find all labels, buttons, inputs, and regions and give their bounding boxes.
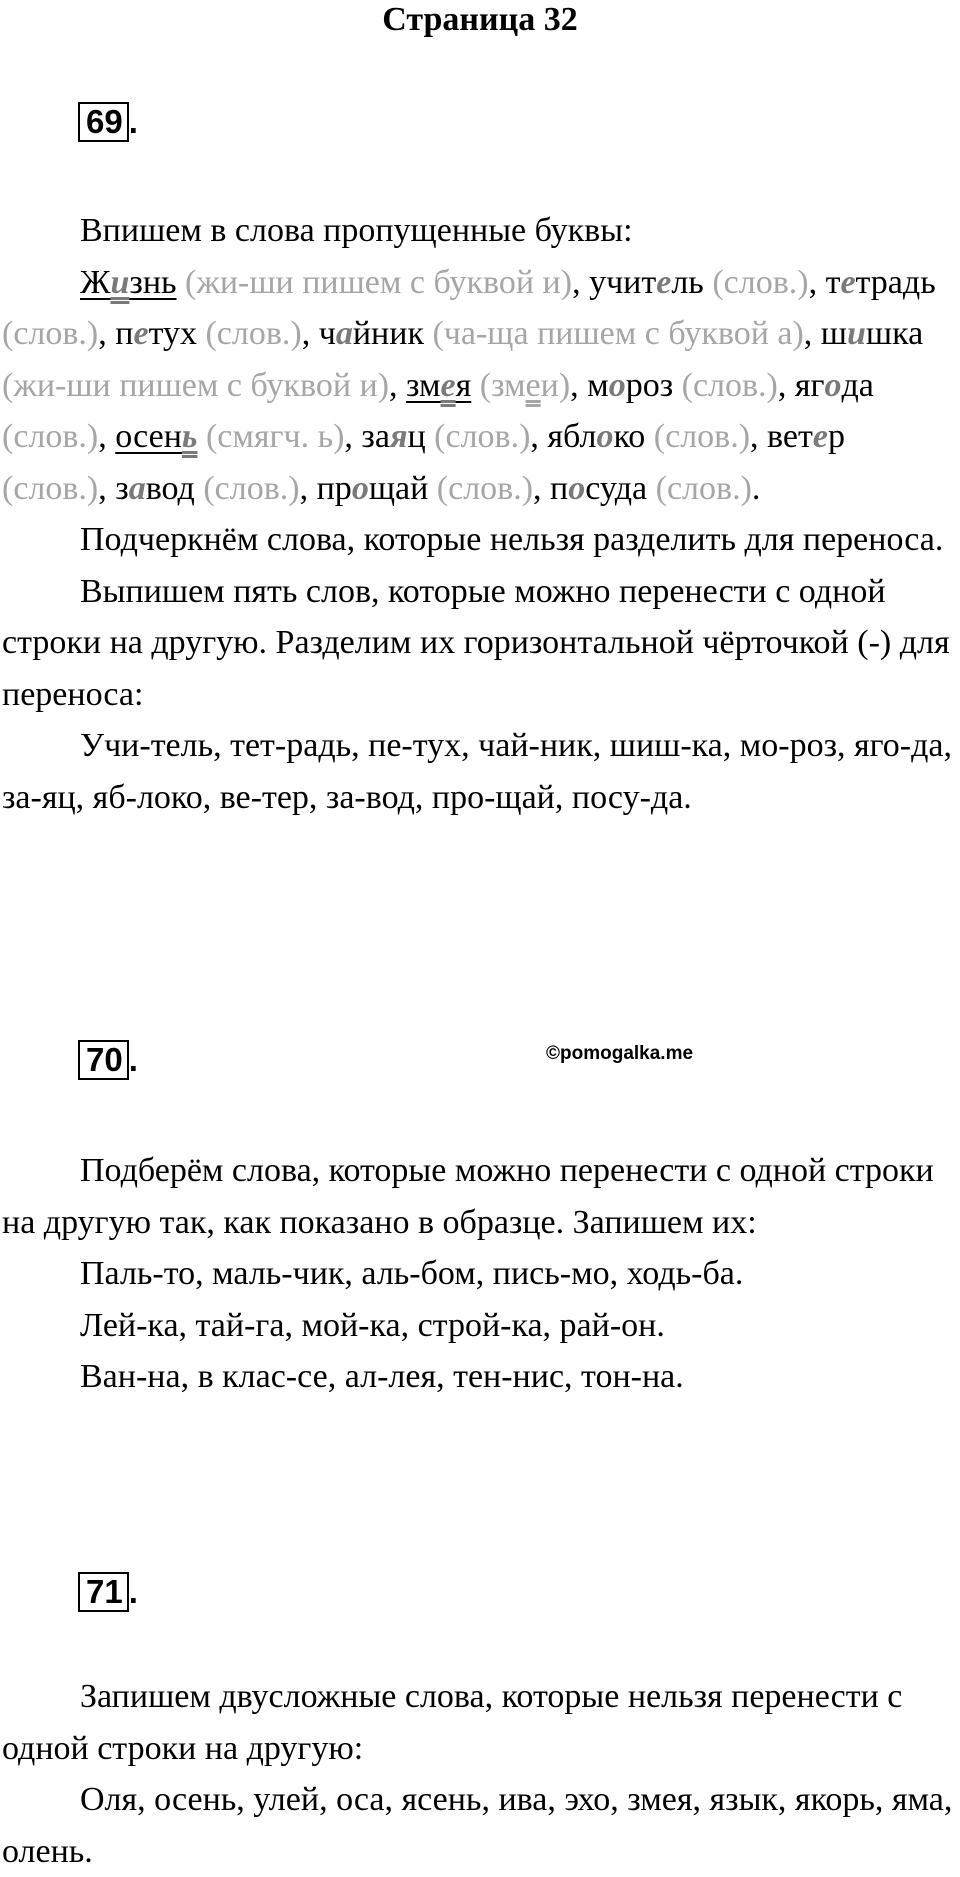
ex69-words-paragraph: Жизнь (жи-ши пишем с буквой и), учитель (слов.), тетрадь (слов.), петух (слов.), чайник (ча-ща пишем с буквой а), шишка (жи-ши пишем с буквой и), змея (змеи), мороз (слов.), ягода (слов.), осень (смягч. ь), заяц (слов.), яблоко (слов.), ветер (слов.), завод (слов.), прощай (слов.), посуда (слов.). [2, 263, 936, 507]
word-zhizn: Жизнь [80, 263, 177, 301]
hint: (слов.) [2, 315, 99, 352]
hint: (слов.) [712, 263, 809, 301]
hint: (слов.) [203, 469, 300, 507]
hint: (слов.) [205, 315, 302, 352]
ex69-para2: Подчеркнём слова, которые нельзя разделить для переноса. [80, 521, 944, 558]
hint: (слов.) [681, 366, 778, 404]
word-tetrad: тетрадь [825, 263, 936, 301]
ex71-para1: Запишем двусложные слова, которые нельзя перенести с одной строки на другую: [2, 1678, 903, 1767]
hint: (слов.) [2, 469, 99, 507]
word-petukh: петух [115, 315, 197, 352]
hint: (змеи) [479, 366, 571, 404]
hint: (жи-ши пишем с буквой и) [2, 366, 390, 404]
word-zayats: заяц [361, 418, 426, 455]
word-zavod: завод [115, 469, 195, 507]
hint: (слов.) [655, 469, 752, 507]
ex69-intro: Впишем в слова пропущенные буквы: [80, 212, 633, 249]
word-yabloko: яблоко [547, 418, 646, 455]
hint: (жи-ши пишем с буквой и) [185, 263, 573, 301]
exercise-70-text [2, 1145, 956, 1403]
ex71-para2: Оля, осень, улей, оса, ясень, ива, эхо, змея, язык, якорь, яма, олень. [2, 1781, 953, 1870]
word-chaynik: чайник [318, 315, 424, 352]
ex70-line2: Лей-ка, тай-га, мой-ка, строй-ка, рай-он. [80, 1306, 665, 1344]
ex69-para4: Учи-тель, тет-радь, пе-тух, чай-ник, шиш-ка, мо-роз, яго-да, за-яц, яб-локо, ве-тер, за-вод, про-щай, посу-да. [2, 727, 952, 816]
exercise-number-71: 71 . [78, 1572, 138, 1612]
word-yagoda: ягода [794, 366, 874, 404]
exercise-number-box: 69 [78, 102, 129, 142]
word-zmeya: змея [406, 366, 472, 404]
exercise-71-text [2, 1671, 956, 1877]
ex70-line3: Ван-на, в клас-се, ал-лея, тен-нис, тон-на. [80, 1358, 684, 1395]
exercise-number-70: 70 . [78, 1040, 138, 1080]
hint: (слов.) [434, 418, 531, 455]
ex70-para1: Подберём слова, которые можно перенести с одной строки на другую так, как показано в образце. Запишем их: [2, 1152, 934, 1241]
exercise-number-box: 71 [78, 1572, 129, 1612]
ex70-line1: Паль-то, маль-чик, аль-бом, пись-мо, ходь-ба. [80, 1255, 744, 1292]
hint: (ча-ща пишем с буквой а) [432, 315, 804, 352]
word-shishka: шишка [820, 315, 924, 352]
hint: (слов.) [653, 418, 751, 455]
word-posuda: посуда [550, 469, 648, 507]
hint: (смягч. ь) [205, 418, 345, 455]
exercise-69-text [2, 205, 956, 823]
watermark: ©pomogalka.me [546, 1043, 694, 1064]
word-proshchay: прощай [316, 469, 429, 507]
hint: (слов.) [2, 418, 99, 455]
ex69-para3: Выпишем пять слов, которые можно перенести с одной строки на другую. Разделим их горизонтальной чёрточкой (-) для переноса: [2, 572, 950, 713]
word-veter: ветер [767, 418, 845, 455]
exercise-number-box: 70 [78, 1040, 129, 1080]
word-moroz: мороз [587, 366, 674, 404]
page-title: Страница 32 [382, 1, 578, 38]
hint: (слов.) [436, 469, 534, 507]
word-osen: осень [115, 418, 198, 455]
exercise-number-69: 69 . [78, 102, 138, 142]
word-uchitel: учитель [589, 263, 704, 301]
